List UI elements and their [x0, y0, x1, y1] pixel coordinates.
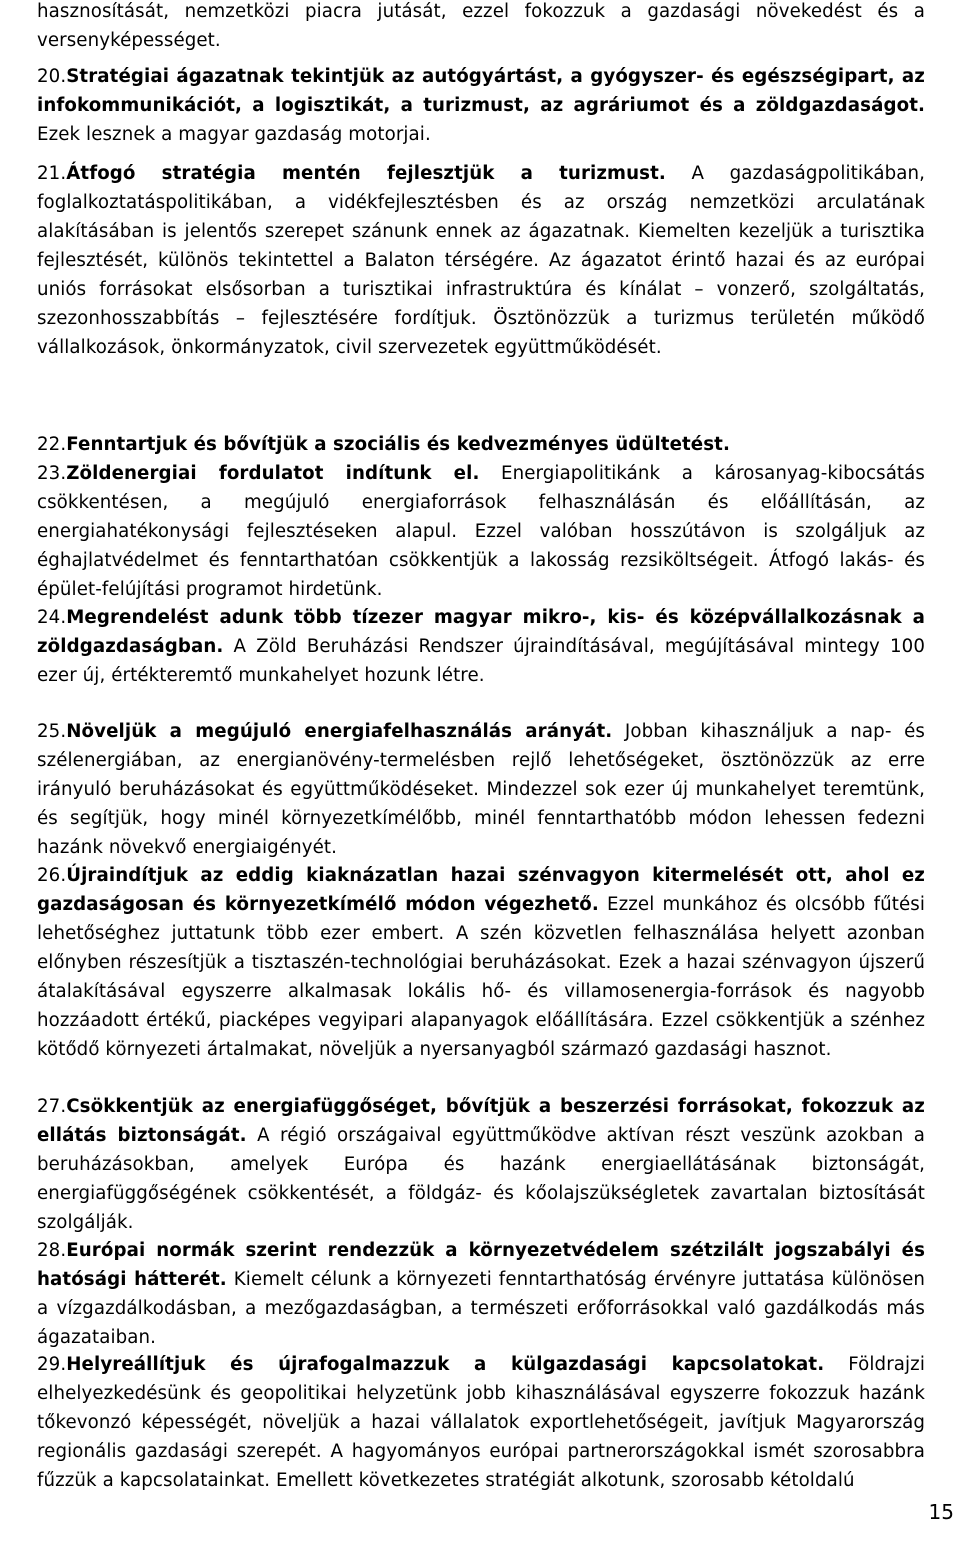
- list-item-27: [37, 1092, 925, 1237]
- item-body: A gazdaságpolitikában, foglalkoztatáspolitikában, a vidékfejlesztésben és az ország nemzetközi arculatának alakításában is jelentős szerepet szánunk ennek az ágazatnak. Kiemelten kezeljük a turisztika fejlesztését, különös tekintettel a Balaton térségére. Az ágazatot érintő hazai és az európai uniós forrásokat elsősorban a turisztikai infrastruktúra és kínálat – vonzerő, szolgáltatás, szezonhosszabbítás – fejlesztésére fordítjuk. Ösztönözzük a turizmus területén működő vállalkozások, önkormányzatok, civil szervezetek együttműködését.: [37, 163, 925, 358]
- page-number: 15: [928, 1500, 954, 1524]
- item-heading: Átfogó stratégia mentén fejlesztjük a turizmust.: [66, 163, 666, 184]
- item-body: Jobban kihasználjuk a nap- és szélenergiában, az energianövény-termelésben rejlő lehetőségeket, ösztönözzük az erre irányuló beruházásokat és együttműködéseket. Mindezzel sok ezer új munkahelyet teremtünk, és segítjük, hogy minél környezetkímélőbb, minél fenntarthatóbb módon lehessen fedezni hazánk növekvő energiaigényét.: [37, 721, 925, 858]
- item-number: 26.: [37, 865, 67, 886]
- list-item-24: [37, 603, 925, 690]
- item-body: Kiemelt célunk a környezeti fenntarthatóság érvényre juttatása különösen a vízgazdálkodásban, a mezőgazdaságban, a természeti erőforrásokkal való gazdálkodás más ágazataiban.: [37, 1269, 925, 1348]
- item-body: Energiapolitikánk a károsanyag-kibocsátás csökkentésen, a megújuló energiaforrások felhasználásán és előállításán, az energiahatékonysági fejlesztéseken alapul. Ezzel valóban hosszútávon is szolgáljuk az éghajlatvédelmet és fenntarthatóan csökkentjük a lakosság rezsiköltségeit. Átfogó lakás- és épület-felújítási programot hirdetünk.: [37, 463, 925, 600]
- item-heading: Stratégiai ágazatnak tekintjük az autógyártást, a gyógyszer- és egészségipart, az infokommunikációt, a logisztikát, a turizmust, az agráriumot és a zöldgazdaságot.: [37, 66, 925, 116]
- list-item-26: [37, 861, 925, 1064]
- list-item-28: [37, 1236, 925, 1352]
- item-number: 21.: [37, 163, 67, 184]
- list-item-22: [37, 430, 925, 459]
- intro-text: hasznosítását, nemzetközi piacra jutását, ezzel fokozzuk a gazdasági növekedést és a versenyképességet.: [37, 1, 925, 51]
- item-body: A Zöld Beruházási Rendszer újraindításával, megújításával mintegy 100 ezer új, értékteremtő munkahelyet hozunk létre.: [37, 636, 925, 686]
- list-item-29: [37, 1350, 925, 1495]
- item-heading: Újraindítjuk az eddig kiaknázatlan hazai szénvagyon kitermelését ott, ahol ez gazdaságosan és környezetkímélő módon végezhető.: [37, 865, 925, 915]
- item-number: 29.: [37, 1354, 67, 1375]
- list-item-23: [37, 459, 925, 604]
- intro-paragraph: [37, 0, 925, 55]
- item-heading: Csökkentjük az energiafüggőséget, bővítjük a beszerzési forrásokat, fokozzuk az ellátás biztonságát.: [37, 1096, 925, 1146]
- item-number: 20.: [37, 66, 67, 87]
- list-item-25: [37, 717, 925, 862]
- list-item-20: [37, 62, 925, 149]
- item-heading: Zöldenergiai fordulatot indítunk el.: [66, 463, 480, 484]
- item-body: Földrajzi elhelyezkedésünk és geopolitikai helyzetünk jobb kihasználásával egyszerre fokozzuk hazánk tőkevonzó képességét, növeljük a hazai vállalatok exportlehetőségeit, javítjuk Magyarország regionális gazdasági szerepét. A hagyományos európai partnerországokkal ismét szorosabbra fűzzük a kapcsolatainkat. Emellett következetes stratégiát alkotunk, szorosabb kétoldalú: [37, 1354, 925, 1491]
- item-number: 25.: [37, 721, 67, 742]
- list-item-21: [37, 159, 925, 362]
- item-heading: Európai normák szerint rendezzük a környezetvédelem szétzilált jogszabályi és hatósági hátterét.: [37, 1240, 925, 1290]
- item-body: Ezzel munkához és olcsóbb fűtési lehetőséghez juttatunk több ezer embert. A szén közvetlen felhasználása helyett azonban előnyben részesítjük a tisztaszén-technológiai beruházásokat. Ezek a hazai szénvagyon újszerű átalakításával egyszerre alkalmasak lokális hő- és villamosenergia-források és nagyobb hozzáadott értékű, piacképes vegyipari alapanyagok előállítására. Ezzel csökkentjük a szénhez kötődő környezeti ártalmakat, növeljük a nyersanyagból származó gazdasági hasznot.: [37, 894, 925, 1060]
- item-body: A régió országaival együttműködve aktívan részt veszünk azokban a beruházásokban, amelyek Európa és hazánk energiaellátásának biztonságát, energiafüggőségének csökkentését, a földgáz- és kőolajszükségletek zavartalan biztosítását szolgálják.: [37, 1125, 926, 1233]
- item-heading: Helyreállítjuk és újrafogalmazzuk a külgazdasági kapcsolatokat.: [66, 1354, 825, 1375]
- item-number: 27.: [37, 1096, 67, 1117]
- item-heading: Növeljük a megújuló energiafelhasználás arányát.: [66, 721, 613, 742]
- item-number: 24.: [37, 607, 67, 628]
- item-body: Ezek lesznek a magyar gazdaság motorjai.: [37, 124, 431, 145]
- item-number: 28.: [37, 1240, 67, 1261]
- item-heading: Megrendelést adunk több tízezer magyar mikro-, kis- és középvállalkozásnak a zöldgazdaságban.: [37, 607, 925, 657]
- item-number: 23.: [37, 463, 67, 484]
- item-heading: Fenntartjuk és bővítjük a szociális és kedvezményes üdültetést.: [66, 434, 730, 455]
- item-number: 22.: [37, 434, 67, 455]
